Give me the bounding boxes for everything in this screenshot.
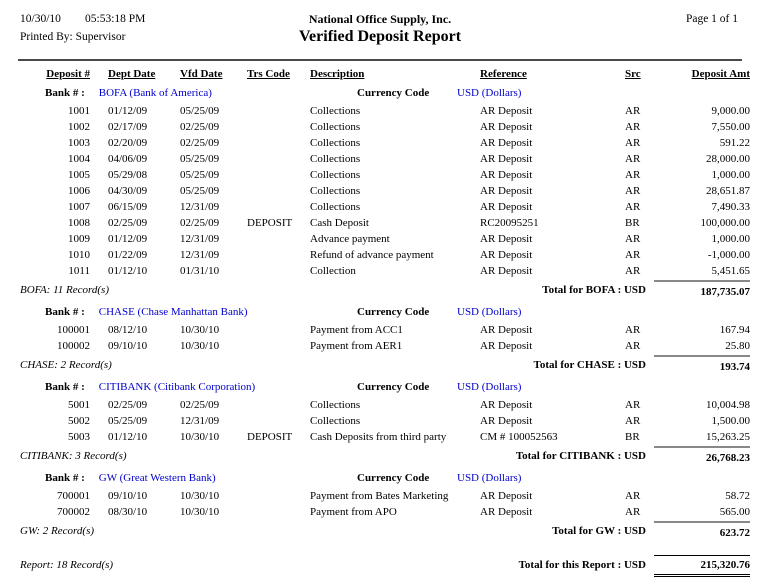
description-cell: Collections	[310, 153, 361, 165]
deposit-amt-cell: 7,490.33	[711, 201, 750, 213]
reference-cell: AR Deposit	[480, 490, 533, 502]
reference-cell: AR Deposit	[480, 249, 533, 261]
deposit-no-cell: 1004	[68, 153, 90, 165]
deposit-row	[20, 231, 750, 247]
src-cell: AR	[625, 506, 641, 518]
page-number: Page 1 of 1	[685, 13, 738, 25]
trs-code-cell	[243, 151, 305, 167]
bank-section	[20, 377, 750, 468]
reference-cell: AR Deposit	[480, 105, 533, 117]
deposit-no-cell: 5002	[68, 415, 90, 427]
dept-date-cell: 01/22/09	[108, 249, 148, 261]
report-title: Verified Deposit Report	[298, 28, 462, 45]
src-cell: AR	[625, 399, 641, 411]
bank-name-link[interactable]: CHASE (Chase Manhattan Bank)	[98, 306, 248, 318]
dept-date-cell: 08/12/10	[108, 324, 148, 336]
bank-section	[20, 302, 750, 377]
column-header-description: Description	[310, 68, 365, 80]
currency-value-link[interactable]: USD (Dollars)	[457, 472, 522, 484]
dept-date-cell: 02/25/09	[108, 399, 148, 411]
vfd-date-cell: 05/25/09	[180, 169, 220, 181]
currency-value-link[interactable]: USD (Dollars)	[457, 87, 522, 99]
trs-code-cell	[243, 199, 305, 215]
bank-record-count: BOFA: 11 Record(s)	[20, 284, 109, 296]
currency-value-link[interactable]: USD (Dollars)	[457, 381, 522, 393]
deposit-row	[20, 119, 750, 135]
deposit-row	[20, 247, 750, 263]
reference-cell: AR Deposit	[480, 137, 533, 149]
currency-value-link[interactable]: USD (Dollars)	[457, 306, 522, 318]
vfd-date-cell: 05/25/09	[180, 185, 220, 197]
bank-total-row	[20, 520, 750, 543]
description-cell: Refund of advance payment	[310, 249, 434, 261]
description-cell: Collection	[310, 265, 356, 277]
deposit-row	[20, 167, 750, 183]
deposit-no-cell: 700002	[57, 506, 90, 518]
deposit-row	[20, 215, 750, 231]
src-cell: BR	[625, 217, 640, 229]
printed-by: Printed By: Supervisor	[20, 31, 126, 43]
dept-date-cell: 05/25/09	[108, 415, 148, 427]
deposit-no-cell: 1002	[68, 121, 90, 133]
trs-code-cell	[243, 413, 305, 429]
src-cell: AR	[625, 169, 641, 181]
bank-sections	[20, 83, 750, 543]
deposit-no-cell: 1011	[68, 265, 90, 277]
deposit-amt-cell: 15,263.25	[706, 431, 750, 443]
bank-record-count: CITIBANK: 3 Record(s)	[20, 450, 127, 462]
header-divider	[18, 59, 742, 61]
bank-number-label: Bank # :	[45, 381, 85, 393]
bank-rows	[20, 322, 750, 354]
description-cell: Collections	[310, 121, 361, 133]
src-cell: AR	[625, 490, 641, 502]
reference-cell: RC20095251	[480, 217, 539, 229]
bank-number-label: Bank # :	[45, 306, 85, 318]
vfd-date-cell: 02/25/09	[180, 121, 220, 133]
vfd-date-cell: 01/31/10	[180, 265, 220, 277]
bank-name-link[interactable]: BOFA (Bank of America)	[98, 87, 212, 99]
description-cell: Collections	[310, 415, 361, 427]
deposit-row	[20, 183, 750, 199]
reference-cell: AR Deposit	[480, 185, 533, 197]
deposit-row	[20, 397, 750, 413]
vfd-date-cell: 05/25/09	[180, 105, 220, 117]
vfd-date-cell: 05/25/09	[180, 153, 220, 165]
bank-total-row	[20, 354, 750, 377]
reference-cell: AR Deposit	[480, 121, 533, 133]
bank-total-label: Total for CITIBANK : USD	[515, 450, 646, 462]
currency-code-label: Currency Code	[357, 381, 430, 393]
deposit-amt-cell: 1,500.00	[711, 415, 750, 427]
reference-cell: AR Deposit	[480, 324, 533, 336]
bank-total-label: Total for GW : USD	[552, 525, 646, 537]
trs-code-cell	[243, 231, 305, 247]
currency-code-label: Currency Code	[357, 472, 430, 484]
description-cell: Collections	[310, 185, 361, 197]
src-cell: AR	[625, 249, 641, 261]
bank-rows	[20, 397, 750, 445]
bank-total-label: Total for CHASE : USD	[533, 359, 646, 371]
bank-total-row	[20, 445, 750, 468]
print-date: 10/30/10	[20, 13, 61, 25]
deposit-row	[20, 429, 750, 445]
reference-cell: AR Deposit	[480, 153, 533, 165]
deposit-no-cell: 1005	[68, 169, 90, 181]
vfd-date-cell: 10/30/10	[180, 506, 220, 518]
dept-date-cell: 01/12/10	[108, 265, 148, 277]
deposit-row	[20, 488, 750, 504]
dept-date-cell: 02/17/09	[108, 121, 148, 133]
dept-date-cell: 08/30/10	[108, 506, 148, 518]
bank-total-label: Total for BOFA : USD	[542, 284, 646, 296]
vfd-date-cell: 12/31/09	[180, 249, 220, 261]
column-header-deposit-no: Deposit #	[46, 68, 90, 80]
deposit-row	[20, 322, 750, 338]
deposit-no-cell: 5003	[68, 431, 90, 443]
deposit-amt-cell: 25.80	[725, 340, 750, 352]
column-header-trs-code: Trs Code	[247, 68, 290, 80]
dept-date-cell: 09/10/10	[108, 340, 148, 352]
trs-code-cell	[243, 322, 305, 338]
report-total-amount: 215,320.76	[654, 555, 750, 577]
dept-date-cell: 06/15/09	[108, 201, 148, 213]
deposit-amt-cell: 7,550.00	[711, 121, 750, 133]
trs-code-cell: DEPOSIT	[247, 217, 293, 229]
vfd-date-cell: 10/30/10	[180, 340, 220, 352]
vfd-date-cell: 12/31/09	[180, 233, 220, 245]
company-name: National Office Supply, Inc.	[308, 12, 452, 26]
bank-total-amount: 187,735.07	[654, 280, 750, 302]
reference-cell: AR Deposit	[480, 399, 533, 411]
deposit-row	[20, 151, 750, 167]
deposit-row	[20, 504, 750, 520]
deposit-amt-cell: 9,000.00	[711, 105, 750, 117]
trs-code-cell	[243, 338, 305, 354]
description-cell: Advance payment	[310, 233, 390, 245]
bank-section	[20, 468, 750, 543]
report-body	[0, 65, 760, 577]
dept-date-cell: 01/12/09	[108, 105, 148, 117]
deposit-amt-cell: 28,651.87	[706, 185, 750, 197]
description-cell: Payment from ACC1	[310, 324, 403, 336]
src-cell: AR	[625, 153, 641, 165]
deposit-no-cell: 1007	[68, 201, 90, 213]
src-cell: AR	[625, 121, 641, 133]
bank-record-count: CHASE: 2 Record(s)	[20, 359, 112, 371]
src-cell: AR	[625, 201, 641, 213]
trs-code-cell	[243, 119, 305, 135]
dept-date-cell: 02/25/09	[108, 217, 148, 229]
reference-cell: AR Deposit	[480, 415, 533, 427]
deposit-no-cell: 1010	[68, 249, 90, 261]
description-cell: Payment from APO	[310, 506, 397, 518]
vfd-date-cell: 02/25/09	[180, 399, 220, 411]
column-header-row	[20, 65, 750, 83]
reference-cell: AR Deposit	[480, 265, 533, 277]
deposit-no-cell: 1001	[68, 105, 90, 117]
bank-rows	[20, 103, 750, 279]
deposit-no-cell: 100001	[57, 324, 90, 336]
bank-name-link[interactable]: GW (Great Western Bank)	[98, 472, 216, 484]
print-time: 05:53:18 PM	[85, 13, 146, 25]
vfd-date-cell: 10/30/10	[180, 324, 220, 336]
src-cell: AR	[625, 265, 641, 277]
trs-code-cell: DEPOSIT	[247, 431, 293, 443]
vfd-date-cell: 02/25/09	[180, 137, 220, 149]
reference-cell: AR Deposit	[480, 233, 533, 245]
deposit-amt-cell: 1,000.00	[711, 233, 750, 245]
deposit-row	[20, 263, 750, 279]
currency-code-label: Currency Code	[357, 306, 430, 318]
src-cell: AR	[625, 324, 641, 336]
deposit-amt-cell: 591.22	[719, 137, 750, 149]
vfd-date-cell: 12/31/09	[180, 415, 220, 427]
bank-record-count: GW: 2 Record(s)	[20, 525, 95, 537]
bank-number-label: Bank # :	[45, 472, 85, 484]
deposit-amt-cell: 1,000.00	[711, 169, 750, 181]
description-cell: Payment from Bates Marketing	[310, 490, 449, 502]
column-header-vfd-date: Vfd Date	[180, 68, 223, 80]
description-cell: Cash Deposits from third party	[310, 431, 447, 443]
vfd-date-cell: 10/30/10	[180, 431, 220, 443]
src-cell: AR	[625, 340, 641, 352]
deposit-no-cell: 1003	[68, 137, 90, 149]
vfd-date-cell: 12/31/09	[180, 201, 220, 213]
deposit-no-cell: 5001	[68, 399, 90, 411]
report-total-label: Total for this Report : USD	[518, 559, 646, 571]
description-cell: Collections	[310, 399, 361, 411]
description-cell: Payment from AER1	[310, 340, 403, 352]
page-header	[0, 0, 760, 62]
trs-code-cell	[243, 263, 305, 279]
bank-name-link[interactable]: CITIBANK (Citibank Corporation)	[98, 381, 256, 393]
src-cell: BR	[625, 431, 640, 443]
trs-code-cell	[243, 247, 305, 263]
description-cell: Collections	[310, 169, 361, 181]
trs-code-cell	[243, 135, 305, 151]
trs-code-cell	[243, 488, 305, 504]
bank-total-amount: 623.72	[654, 521, 750, 543]
deposit-amt-cell: 100,000.00	[700, 217, 750, 229]
dept-date-cell: 04/06/09	[108, 153, 148, 165]
bank-total-amount: 26,768.23	[654, 446, 750, 468]
deposit-row	[20, 338, 750, 354]
reference-cell: AR Deposit	[480, 201, 533, 213]
bank-total-row	[20, 279, 750, 302]
column-header-dept-date: Dept Date	[108, 68, 156, 80]
reference-cell: AR Deposit	[480, 169, 533, 181]
bank-header-row	[20, 83, 750, 103]
deposit-no-cell: 100002	[57, 340, 90, 352]
src-cell: AR	[625, 415, 641, 427]
report-total-row	[20, 553, 750, 577]
deposit-amt-cell: 28,000.00	[706, 153, 750, 165]
deposit-amt-cell: 10,004.98	[706, 399, 750, 411]
trs-code-cell	[243, 103, 305, 119]
deposit-no-cell: 1008	[68, 217, 90, 229]
src-cell: AR	[625, 185, 641, 197]
column-header-deposit-amt: Deposit Amt	[691, 68, 750, 80]
deposit-amt-cell: 5,451.65	[711, 265, 750, 277]
description-cell: Collections	[310, 105, 361, 117]
vfd-date-cell: 10/30/10	[180, 490, 220, 502]
deposit-no-cell: 1006	[68, 185, 90, 197]
deposit-amt-cell: -1,000.00	[707, 249, 750, 261]
dept-date-cell: 01/12/10	[108, 431, 148, 443]
dept-date-cell: 02/20/09	[108, 137, 148, 149]
bank-header-row	[20, 302, 750, 322]
report-summary: Report: 18 Record(s)	[20, 559, 114, 571]
reference-cell: AR Deposit	[480, 340, 533, 352]
src-cell: AR	[625, 105, 641, 117]
column-header-src: Src	[625, 68, 641, 80]
deposit-amt-cell: 565.00	[719, 506, 750, 518]
dept-date-cell: 09/10/10	[108, 490, 148, 502]
deposit-row	[20, 199, 750, 215]
bank-total-amount: 193.74	[654, 355, 750, 377]
description-cell: Cash Deposit	[310, 217, 369, 229]
currency-code-label: Currency Code	[357, 87, 430, 99]
deposit-no-cell: 700001	[57, 490, 90, 502]
column-header-reference: Reference	[480, 68, 527, 80]
deposit-row	[20, 103, 750, 119]
dept-date-cell: 04/30/09	[108, 185, 148, 197]
deposit-row	[20, 135, 750, 151]
bank-header-row	[20, 468, 750, 488]
vfd-date-cell: 02/25/09	[180, 217, 220, 229]
deposit-amt-cell: 58.72	[725, 490, 750, 502]
reference-cell: CM # 100052563	[480, 431, 558, 443]
description-cell: Collections	[310, 201, 361, 213]
deposit-row	[20, 413, 750, 429]
dept-date-cell: 01/12/09	[108, 233, 148, 245]
trs-code-cell	[243, 504, 305, 520]
src-cell: AR	[625, 233, 641, 245]
bank-rows	[20, 488, 750, 520]
bank-header-row	[20, 377, 750, 397]
trs-code-cell	[243, 167, 305, 183]
bank-number-label: Bank # :	[45, 87, 85, 99]
trs-code-cell	[243, 183, 305, 199]
deposit-amt-cell: 167.94	[719, 324, 750, 336]
dept-date-cell: 05/29/08	[108, 169, 148, 181]
description-cell: Collections	[310, 137, 361, 149]
src-cell: AR	[625, 137, 641, 149]
deposit-no-cell: 1009	[68, 233, 90, 245]
trs-code-cell	[243, 397, 305, 413]
bank-section	[20, 83, 750, 302]
reference-cell: AR Deposit	[480, 506, 533, 518]
